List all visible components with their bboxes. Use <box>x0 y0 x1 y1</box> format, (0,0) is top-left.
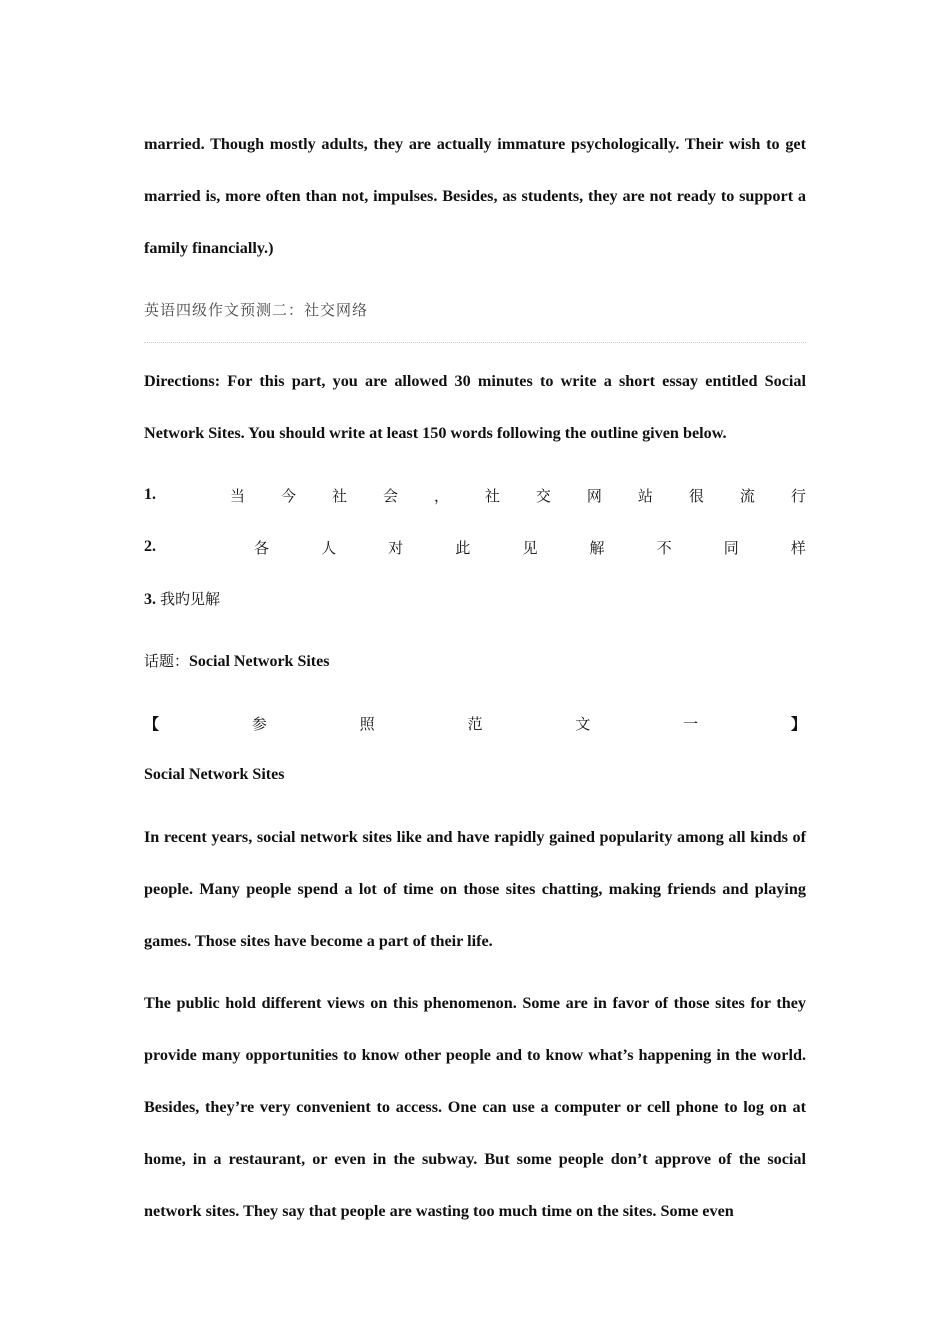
sample-essay-header <box>144 697 806 749</box>
outline-char: 人 <box>321 538 337 557</box>
outline-item-number: 1. <box>144 486 156 503</box>
outline-char: ， <box>433 486 449 505</box>
directions-paragraph: Directions: For this part, you are allowed 30 minutes to write a short essay entitled Social Network Sites. You should write at least 150 words following the outline given below. <box>144 372 806 442</box>
outline-char: 会 <box>382 486 398 505</box>
header-char: 照 <box>359 714 375 733</box>
essay-paragraph: In recent years, social network sites like and have rapidly gained popularity among all kinds of people. Many people spend a lot of time on those sites chatting, making friends and playing games. Those sites have become a part of their life. <box>144 828 806 950</box>
outline-item-text <box>230 485 806 506</box>
essay-title: Social Network Sites <box>144 766 285 783</box>
outline-char: 流 <box>739 486 755 505</box>
section-heading: 英语四级作文预测二：社交网络 <box>144 284 806 343</box>
topic-line <box>144 635 806 687</box>
outline-item-number: 3. <box>144 591 156 608</box>
intro-paragraph: married. Though mostly adults, they are actually immature psychologically. Their wish to get married is, more often than not, impulses. Besides, as students, they are not ready to support a family financially.) <box>144 135 806 257</box>
open-bracket: 【 <box>144 714 160 733</box>
outline-char: 网 <box>586 486 602 505</box>
header-char: 文 <box>575 714 591 733</box>
outline-item-2 <box>144 521 806 573</box>
outline-char: 各 <box>254 538 270 557</box>
header-char: 参 <box>251 714 267 733</box>
topic-value: Social Network Sites <box>189 653 330 670</box>
outline-char: 很 <box>688 486 704 505</box>
outline-item-text: 我旳见解 <box>160 590 221 608</box>
essay-paragraph: The public hold different views on this phenomenon. Some are in favor of those sites for they provide many opportunities to know other people and to know what’s happening in the world. Besides, they’re very convenient to access. One can use a computer or cell phone to log on at home, in a restaurant, or even in the subway. But some people don’t approve of the social network sites. They say that people are wasting too much time on the sites. Some even <box>144 994 806 1220</box>
outline-item-3 <box>144 573 806 625</box>
outline-item-text <box>254 537 806 558</box>
outline-char: 解 <box>589 538 605 557</box>
outline-char: 社 <box>484 486 500 505</box>
topic-label: 话题： <box>144 652 190 670</box>
outline-item-number: 2. <box>144 538 156 555</box>
outline-char: 此 <box>455 538 471 557</box>
outline-char: 对 <box>388 538 404 557</box>
close-bracket: 】 <box>790 714 806 733</box>
outline-char: 社 <box>331 486 347 505</box>
outline-char: 样 <box>790 538 806 557</box>
outline-char: 站 <box>637 486 653 505</box>
outline-char: 不 <box>656 538 672 557</box>
header-char: 范 <box>467 714 483 733</box>
document-content <box>144 118 806 1237</box>
outline-char: 同 <box>723 538 739 557</box>
header-char: 一 <box>683 714 699 733</box>
outline-char: 交 <box>535 486 551 505</box>
outline-item-1 <box>144 469 806 521</box>
outline-char: 今 <box>280 486 296 505</box>
outline-char: 见 <box>522 538 538 557</box>
outline-char: 行 <box>790 486 806 505</box>
outline-char: 当 <box>230 486 246 505</box>
